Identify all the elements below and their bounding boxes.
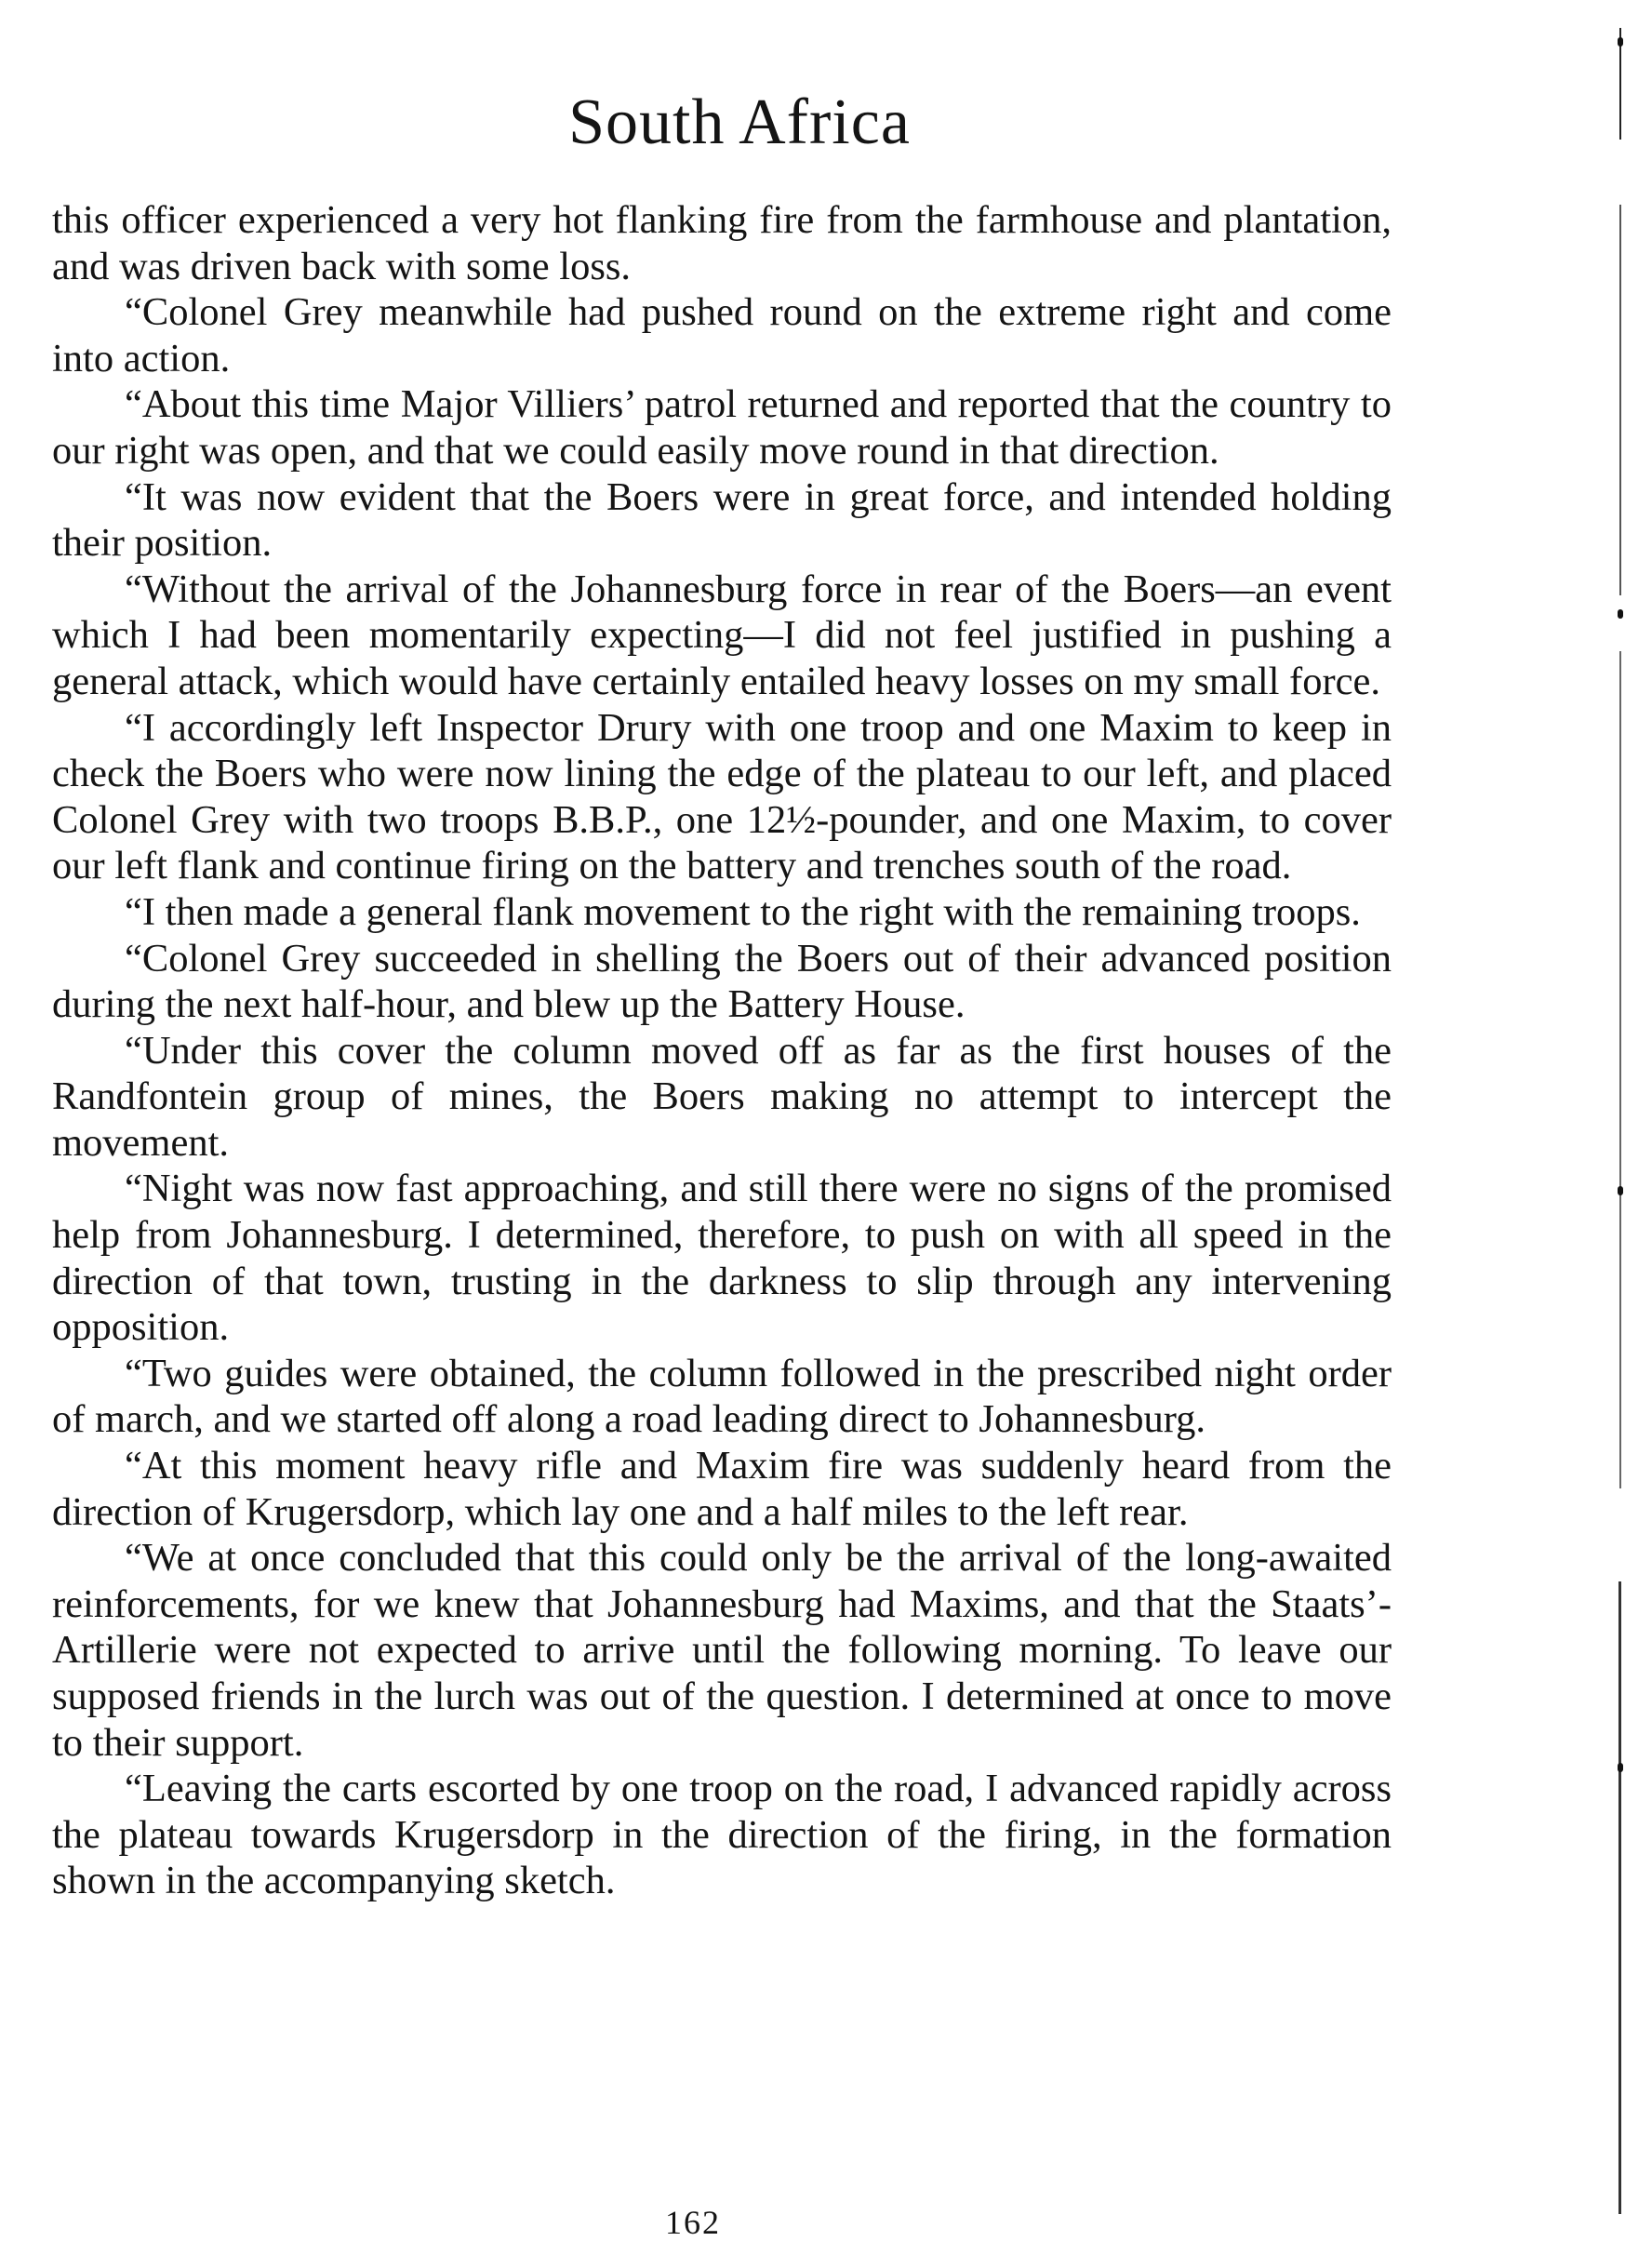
paragraph: “Under this cover the column moved off as far as the first houses of the Randfontein group of mines, the Boers making no attempt to intercept the movement. [52,1028,1392,1165]
binding-edge-line [1619,205,1621,595]
running-head: South Africa [568,87,911,158]
binding-edge-line [1618,1581,1621,2214]
binding-edge-mark [1618,37,1623,47]
paragraph: “Colonel Grey succeeded in shelling the Boers out of their advanced position during the next half-hour, and blew up the Battery House. [52,936,1392,1027]
paragraph: “Two guides were obtained, the column followed in the prescribed night order of march, and we started off along a road leading direct to Johannesburg. [52,1351,1392,1442]
paragraph: “It was now evident that the Boers were in great force, and intended holding their position. [52,474,1392,566]
binding-edge-mark [1618,609,1623,619]
page-number: 162 [665,2204,721,2241]
paragraph: “I then made a general flank movement to the right with the remaining troops. [125,889,1361,934]
paragraph: this officer experienced a very hot flanking fire from the farmhouse and plantation, and was driven back with some loss. [52,198,1392,288]
paragraph: “Night was now fast approaching, and still there were no signs of the promised help from Johannesburg. I determined, therefore, to push on with all speed in the direction of that town, trusting in the darkness to slip through any intervening opposition. [52,1167,1392,1350]
binding-edge-mark [1618,1186,1623,1195]
paragraph: “Colonel Grey meanwhile had pushed round on the extreme right and come into action. [52,290,1392,380]
paragraph: “We at once concluded that this could only be the arrival of the long-awaited reinforcements, for we knew that Johannesburg had Maxims, and that the Staats’-Artillerie were not expected to arrive until the following morning. To leave our supposed friends in the lurch was out of the question. I determined at once to move to their support. [52,1536,1392,1765]
body-text [52,197,1392,1904]
paragraph: “About this time Major Villiers’ patrol returned and reported that the country to our right was open, and that we could easily move round in that direction. [52,382,1392,473]
paragraph: “At this moment heavy rifle and Maxim fire was suddenly heard from the direction of Krugersdorp, which lay one and a half miles to the left rear. [52,1444,1392,1534]
paragraph: “Without the arrival of the Johannesburg force in rear of the Boers—an event which I had been momentarily expecting—I did not feel justified in pushing a general attack, which would have certainly entailed heavy losses on my small force. [52,567,1392,703]
binding-edge-line [1619,651,1621,1488]
binding-edge-mark [1618,1763,1623,1772]
paragraph: “Leaving the carts escorted by one troop on the road, I advanced rapidly across the plateau towards Krugersdorp in the direction of the firing, in the formation shown in the accompanying sketch. [52,1767,1392,1903]
paragraph: “I accordingly left Inspector Drury with one troop and one Maxim to keep in check the Boers who were now lining the edge of the plateau to our left, and placed Colonel Grey with two troops B.B.P., one 12½-pounder, and one Maxim, to cover our left flank and continue firing on the battery and trenches south of the road. [52,705,1392,888]
